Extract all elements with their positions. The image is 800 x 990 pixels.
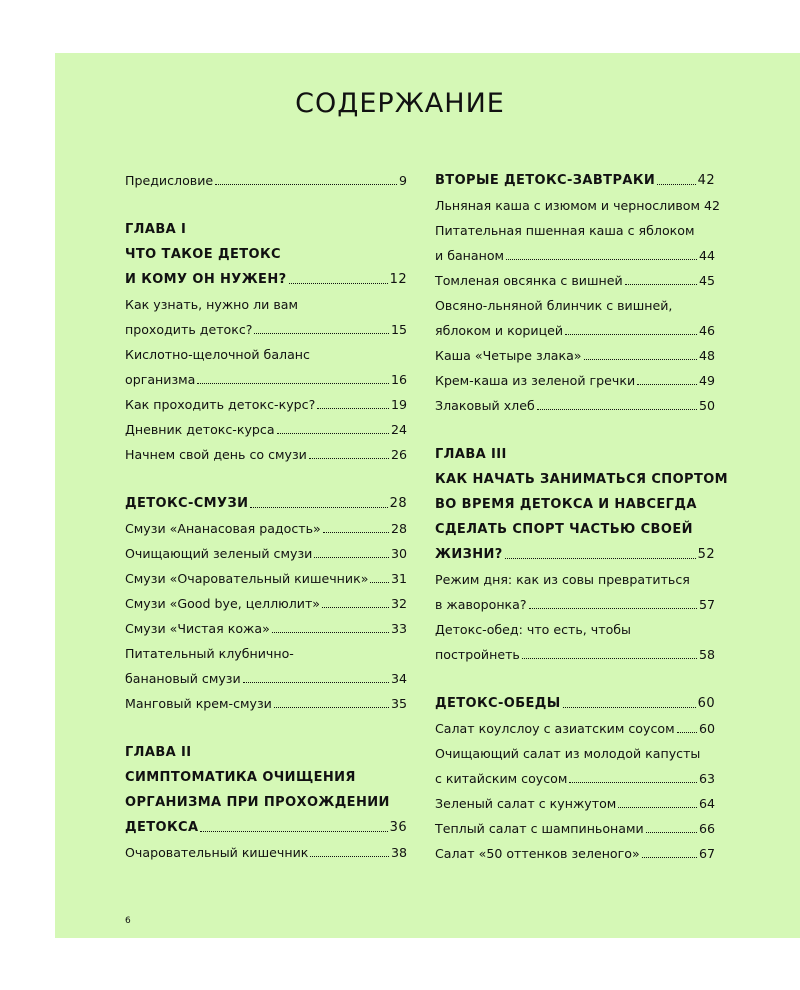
toc-entry-title: Как узнать, нужно ли вам [125,297,298,312]
toc-entry [125,491,407,516]
toc-entry-page: 63 [698,771,715,786]
toc-left-column [125,168,407,865]
toc-entry-page: 32 [390,596,407,611]
toc-entry [125,541,407,566]
toc-entry-title: Детокс-обед: что есть, чтобы [435,622,631,637]
toc-entry-title: Манговый крем-смузи [125,696,272,711]
toc-entry-page: 60 [697,696,715,711]
toc-entry [125,616,407,641]
toc-entry-title: Начнем свой день со смузи [125,447,307,462]
toc-entry-title: ДЕТОКСА [125,820,199,835]
toc-entry [435,741,715,766]
toc-entry [125,516,407,541]
toc-entry-title: ОРГАНИЗМА ПРИ ПРОХОЖДЕНИИ [125,795,390,810]
toc-entry-page: 9 [398,173,407,188]
toc-entry [125,367,407,392]
dot-leader [215,184,397,185]
toc-entry-title: Зеленый салат с кунжутом [435,796,617,811]
dot-leader [370,582,389,583]
toc-entry-title: ЖИЗНИ? [435,547,503,562]
toc-entry-page: 24 [390,422,407,437]
dot-leader [537,409,697,410]
toc-entry [435,343,715,368]
toc-entry-title: Салат «50 оттенков зеленого» [435,846,640,861]
toc-entry [435,841,715,866]
dot-leader [522,658,697,659]
toc-entry [125,267,407,292]
toc-entry-page: 48 [698,348,715,363]
toc-entry [435,617,715,642]
toc-entry-page: 35 [390,696,407,711]
toc-entry [435,542,715,567]
toc-right-column [435,168,729,866]
dot-leader [569,782,697,783]
toc-entry [125,392,407,417]
toc-entry-page: 44 [698,248,715,263]
toc-entry-title: Как проходить детокс-курс? [125,397,316,412]
toc-entry-title: Злаковый хлеб [435,398,535,413]
toc-entry-page: 50 [698,398,715,413]
toc-entry [125,591,407,616]
toc-entry-page: 64 [698,796,715,811]
toc-entry-title: Предисловие [125,173,214,188]
dot-leader [274,707,389,708]
dot-leader [657,184,696,185]
toc-entry-title: Очищающий зеленый смузи [125,546,313,561]
toc-entry-title: Салат коулслоу с азиатским соусом [435,721,675,736]
toc-entry [125,317,407,342]
toc-entry [435,642,715,667]
toc-entry [435,816,715,841]
toc-entry-title: проходить детокс? [125,322,253,337]
dot-leader [625,284,697,285]
toc-entry-title: постройнеть [435,647,520,662]
toc-entry-page: 19 [390,397,407,412]
toc-entry-title: Кислотно-щелочной баланс [125,347,310,362]
toc-entry-page: 66 [698,821,715,836]
toc-entry-page: 57 [698,597,715,612]
toc-entry-title: Смузи «Good bye, целлюлит» [125,596,321,611]
toc-entry [125,417,407,442]
dot-leader [529,608,697,609]
dot-leader [642,857,697,858]
toc-entry-title: ГЛАВА III [435,447,507,462]
toc-entry [125,815,407,840]
toc-entry [435,716,715,741]
toc-entry [435,268,715,293]
dot-leader [277,433,389,434]
toc-entry-title: Дневник детокс-курса [125,422,275,437]
toc-entry-title: ГЛАВА II [125,745,192,760]
toc-entry-title: Теплый салат с шампиньонами [435,821,644,836]
toc-entry [125,740,407,765]
dot-leader [310,856,389,857]
dot-leader [618,807,697,808]
toc-entry-title: СДЕЛАТЬ СПОРТ ЧАСТЬЮ СВОЕЙ [435,522,693,537]
toc-entry-page: 58 [698,647,715,662]
toc-entry-page: 42 [697,173,715,188]
toc-entry-page: 31 [390,571,407,586]
toc-entry-title: яблоком и корицей [435,323,564,338]
dot-leader [584,359,697,360]
toc-entry [435,218,715,243]
toc-entry [435,492,715,517]
toc-entry [125,242,407,267]
toc-entry-title: Питательная пшенная каша с яблоком [435,223,695,238]
toc-entry-title: Очищающий салат из молодой капусты [435,746,701,761]
toc-entry [435,318,715,343]
dot-leader [200,831,387,832]
toc-entry [435,243,715,268]
toc-entry [125,666,407,691]
toc-entry-page: 42 [704,198,721,213]
toc-entry-title: И КОМУ ОН НУЖЕН? [125,272,287,287]
page-title: СОДЕРЖАНИЕ [295,88,505,119]
toc-entry-title: ДЕТОКС-СМУЗИ [125,496,249,511]
toc-entry [435,168,715,193]
dot-leader [197,383,389,384]
toc-entry [125,168,407,193]
dot-leader [272,632,389,633]
toc-entry-title: Смузи «Чистая кожа» [125,621,270,636]
dot-leader [243,682,389,683]
toc-entry [125,217,407,242]
toc-entry-title: ДЕТОКС-ОБЕДЫ [435,696,561,711]
toc-entry [435,442,715,467]
dot-leader [317,408,389,409]
toc-entry-title: ЧТО ТАКОЕ ДЕТОКС [125,247,281,262]
toc-entry [435,193,721,218]
toc-entry [435,592,715,617]
toc-entry-title: Льняная каша с изюмом и черносливом [435,198,701,213]
toc-entry-title: Смузи «Ананасовая радость» [125,521,321,536]
toc-entry [125,840,407,865]
toc-entry-title: и бананом [435,248,505,263]
toc-entry-title: ВТОРЫЕ ДЕТОКС-ЗАВТРАКИ [435,173,656,188]
dot-leader [563,707,696,708]
toc-entry [125,292,407,317]
toc-entry-title: Режим дня: как из совы превратиться [435,572,690,587]
toc-entry-page: 26 [390,447,407,462]
dot-leader [505,558,696,559]
toc-entry-title: Овсяно-льняной блинчик с вишней, [435,298,673,313]
toc-entry-page: 60 [698,721,715,736]
toc-entry-title: Питательный клубнично- [125,646,294,661]
dot-leader [250,507,387,508]
dot-leader [289,283,388,284]
toc-entry-page: 45 [698,273,715,288]
toc-entry-title: Очаровательный кишечник [125,845,309,860]
toc-entry [125,442,407,467]
toc-entry-page: 67 [698,846,715,861]
toc-entry-title: банановый смузи [125,671,241,686]
toc-entry [125,342,407,367]
toc-entry-page: 38 [390,845,407,860]
dot-leader [322,607,389,608]
toc-entry-page: 15 [390,322,407,337]
toc-entry [435,567,715,592]
page-number: 6 [125,916,131,926]
toc-entry-page: 49 [698,373,715,388]
dot-leader [309,458,389,459]
dot-leader [637,384,697,385]
toc-entry-title: Томленая овсянка с вишней [435,273,623,288]
toc-entry-title: в жаворонка? [435,597,527,612]
dot-leader [677,732,697,733]
toc-entry-page: 33 [390,621,407,636]
toc-entry [435,293,715,318]
toc-entry [125,765,407,790]
toc-entry [435,691,715,716]
toc-entry-page: 16 [390,372,407,387]
dot-leader [314,557,389,558]
toc-entry-page: 36 [389,820,407,835]
dot-leader [323,532,389,533]
dot-leader [506,259,697,260]
toc-entry [435,393,715,418]
toc-entry [435,467,729,492]
toc-entry [125,641,407,666]
toc-entry-title: ГЛАВА I [125,222,187,237]
toc-entry [435,791,715,816]
dot-leader [646,832,697,833]
toc-entry-page: 28 [390,521,407,536]
toc-entry-page: 46 [698,323,715,338]
toc-entry-page: 52 [697,547,715,562]
toc-entry-page: 34 [390,671,407,686]
dot-leader [254,333,389,334]
toc-entry-page: 30 [390,546,407,561]
toc-entry-page: 12 [389,272,407,287]
toc-entry [125,790,407,815]
toc-entry-title: КАК НАЧАТЬ ЗАНИМАТЬСЯ СПОРТОМ [435,472,729,487]
toc-entry-title: Крем-каша из зеленой гречки [435,373,636,388]
toc-entry-title: с китайским соусом [435,771,568,786]
toc-entry-title: ВО ВРЕМЯ ДЕТОКСА И НАВСЕГДА [435,497,697,512]
toc-entry [125,691,407,716]
toc-entry-title: организма [125,372,196,387]
toc-entry-page: 28 [389,496,407,511]
dot-leader [565,334,697,335]
toc-entry-title: Смузи «Очаровательный кишечник» [125,571,369,586]
toc-entry-title: Каша «Четыре злака» [435,348,582,363]
toc-entry [435,517,715,542]
toc-entry [435,766,715,791]
toc-entry [125,566,407,591]
toc-entry-title: СИМПТОМАТИКА ОЧИЩЕНИЯ [125,770,356,785]
toc-entry [435,368,715,393]
